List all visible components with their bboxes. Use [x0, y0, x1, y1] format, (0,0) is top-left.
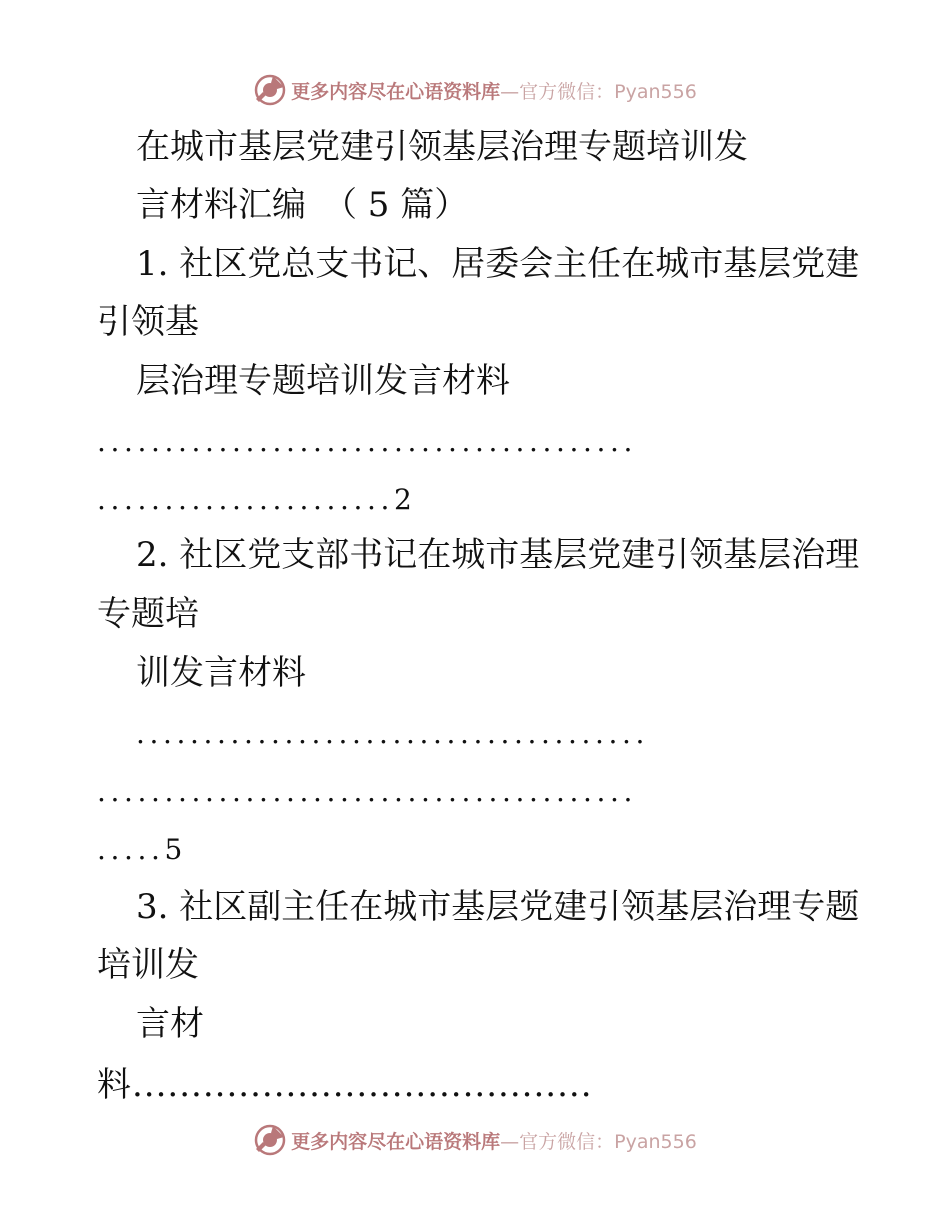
document-title-line-1: 在城市基层党建引领基层治理专题培训发 — [136, 127, 748, 167]
document-title-line-2: 言材料汇编 （ 5 篇） — [136, 185, 469, 225]
document-pen-logo-icon — [253, 73, 287, 107]
header-wechat-text: —官方微信：Pyan556 — [500, 80, 697, 103]
toc-entry-2-leader-dots-1: ...................................... — [136, 717, 650, 750]
toc-entry-1-line-3: 层治理专题培训发言材料 — [136, 361, 510, 401]
header-promo-text: 更多内容尽在心语资料库 — [291, 80, 501, 103]
toc-entry-3-line-1: 3. 社区副主任在城市基层党建引领基层治理专题 — [136, 887, 860, 927]
header-banner-text — [291, 77, 697, 104]
footer-wechat-text: —官方微信：Pyan556 — [500, 1130, 697, 1153]
toc-entry-2-leader-dots-2: ........................................ — [97, 775, 638, 808]
toc-entry-2-line-2: 专题培 — [97, 594, 199, 634]
toc-entry-3-line-2: 培训发 — [97, 945, 199, 985]
document-pen-logo-icon — [253, 1123, 287, 1157]
footer-banner-text — [291, 1127, 697, 1154]
toc-entry-2-line-3: 训发言材料 — [136, 653, 306, 693]
toc-entry-1-page-number: ......................2 — [97, 483, 417, 516]
footer-banner — [0, 1120, 950, 1160]
footer-promo-text: 更多内容尽在心语资料库 — [291, 1130, 501, 1153]
toc-entry-3-line-3: 言材 — [136, 1004, 204, 1044]
toc-entry-2-line-1: 2. 社区党支部书记在城市基层党建引领基层治理 — [136, 535, 860, 575]
toc-entry-1-leader-dots: ........................................ — [97, 425, 638, 458]
toc-entry-3-line-4: 料....................................... — [97, 1065, 593, 1105]
toc-entry-1-line-2: 引领基 — [97, 302, 199, 342]
header-banner — [0, 70, 950, 110]
toc-entry-2-page-number: .....5 — [97, 833, 187, 866]
toc-entry-1-line-1: 1. 社区党总支书记、居委会主任在城市基层党建 — [136, 244, 860, 284]
